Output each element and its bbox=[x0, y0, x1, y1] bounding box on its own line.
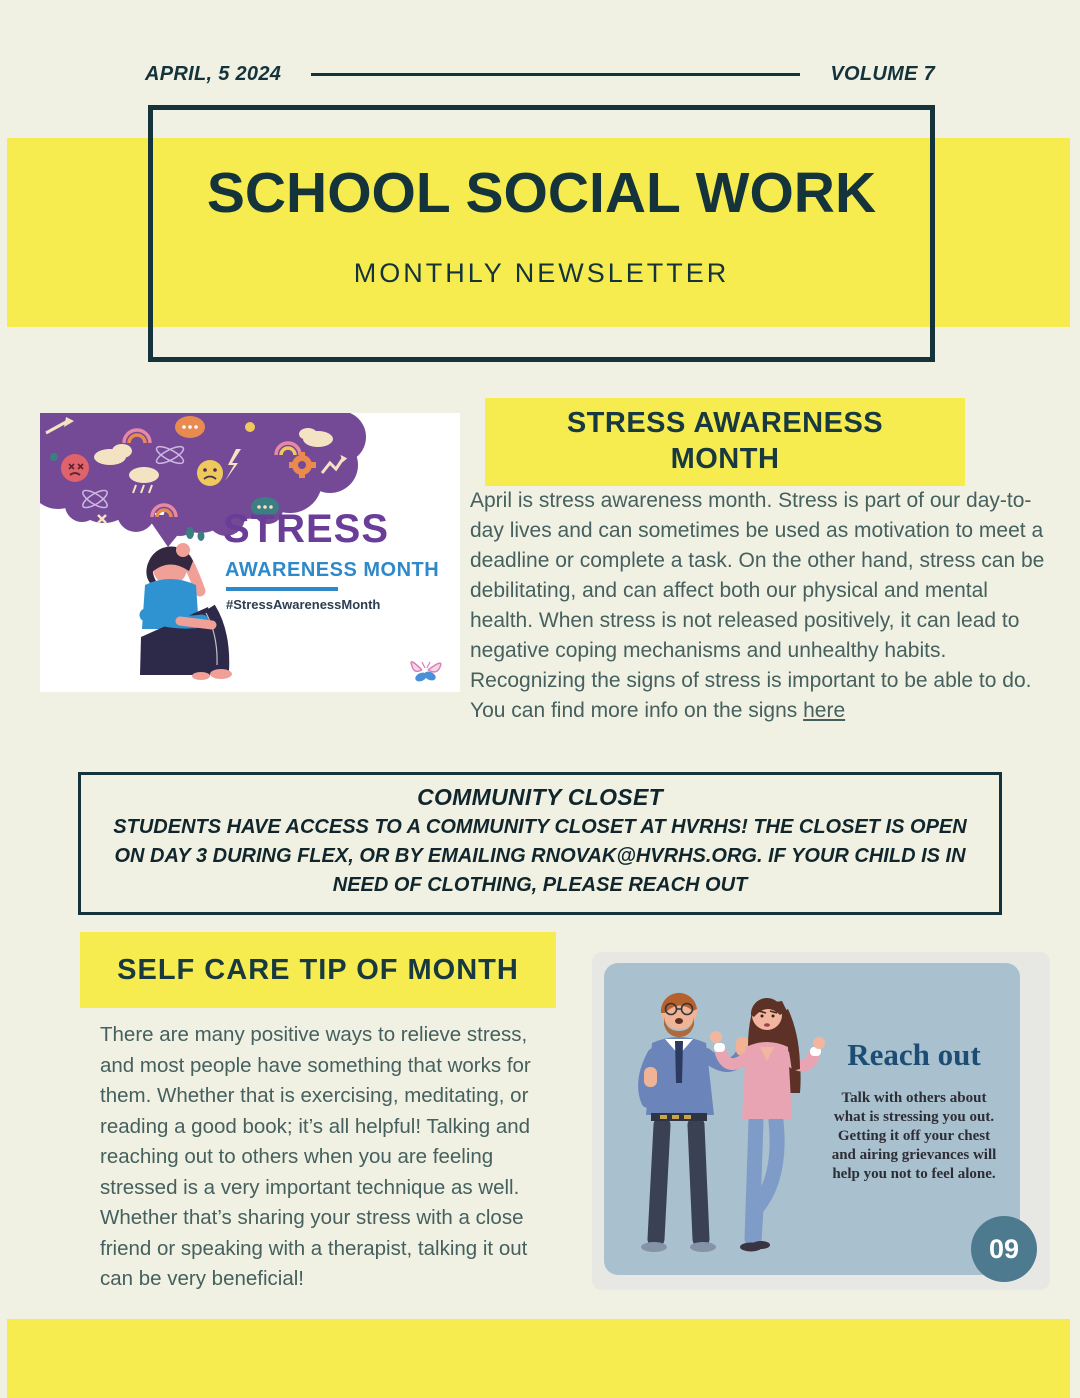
newsletter-title: SCHOOL SOCIAL WORK bbox=[206, 161, 877, 225]
header-meta-row bbox=[145, 60, 935, 88]
page-number-badge: 09 bbox=[971, 1216, 1037, 1282]
volume-label: VOLUME 7 bbox=[830, 62, 935, 85]
community-closet-body: STUDENTS HAVE ACCESS TO A COMMUNITY CLOSET AT HVRHS! THE CLOSET IS OPEN ON DAY 3 DURING FLEX, OR BY EMAILING RNOVAK@HVRHS.ORG. IF YOUR CHILD IS IN NEED OF CLOTHING, PLEASE REACH OUT bbox=[113, 816, 967, 896]
stress-image-subtitle: AWARENESS MONTH bbox=[225, 559, 440, 581]
stress-image-title: STRESS bbox=[223, 507, 390, 551]
issue-date: APRIL, 5 2024 bbox=[145, 62, 282, 85]
stress-section-heading bbox=[485, 398, 965, 486]
signs-info-link[interactable]: here bbox=[803, 699, 846, 722]
reach-out-body: Talk with others about what is stressing you out. Getting it off your chest and airing grievances will help you not to feel alone. bbox=[831, 1090, 997, 1182]
stress-awareness-image bbox=[40, 413, 460, 692]
man-figure bbox=[641, 993, 749, 1252]
header-divider-line bbox=[311, 73, 800, 76]
self-care-heading-text: SELF CARE TIP OF MONTH bbox=[117, 953, 519, 986]
stress-section-body bbox=[470, 486, 1052, 726]
stress-heading-line1: STRESS AWARENESS bbox=[566, 407, 884, 439]
masthead-box bbox=[148, 105, 935, 362]
community-closet-box bbox=[78, 772, 1002, 915]
reach-out-card bbox=[592, 952, 1050, 1290]
newsletter-subtitle: MONTHLY NEWSLETTER bbox=[353, 258, 730, 288]
reach-out-inner-panel bbox=[604, 963, 1020, 1275]
self-care-body: There are many positive ways to relieve stress, and most people have something that works for them. Whether that is exercising, meditating, or reading a good book; it’s all helpful! Talking and reaching out to others when you are feeling stressed is a very important technique as well. Whether that’s sharing your stress with a close friend or speaking with a therapist, talking it out can be very beneficial! bbox=[100, 1023, 531, 1290]
self-care-heading bbox=[80, 932, 556, 1008]
community-closet-heading: COMMUNITY CLOSET bbox=[417, 784, 663, 810]
stress-thought-cloud-illustration bbox=[40, 413, 460, 692]
footer-yellow-band bbox=[7, 1319, 1070, 1398]
woman-figure bbox=[710, 998, 825, 1252]
seated-woman-figure bbox=[140, 543, 232, 680]
stress-body-text: April is stress awareness month. Stress is part of our day-to-day lives and can sometimes be used as motivation to meet a deadline or complete a task. On the other hand, stress can be debilitating, and can affect both our physical and mental health. When stress is not released positively, it can lead to negative coping mechanisms and unhealthy habits. Recognizing the signs of stress is important to be able to do. You can find more info on the signs bbox=[470, 489, 1045, 722]
reach-out-title: Reach out bbox=[847, 1037, 981, 1072]
butterfly-icon bbox=[406, 654, 446, 686]
stress-image-hashtag: #StressAwarenessMonth bbox=[226, 597, 381, 612]
stress-image-underline bbox=[226, 587, 338, 591]
stress-heading-line2: MONTH bbox=[670, 443, 780, 475]
two-people-talking-illustration bbox=[604, 963, 834, 1275]
